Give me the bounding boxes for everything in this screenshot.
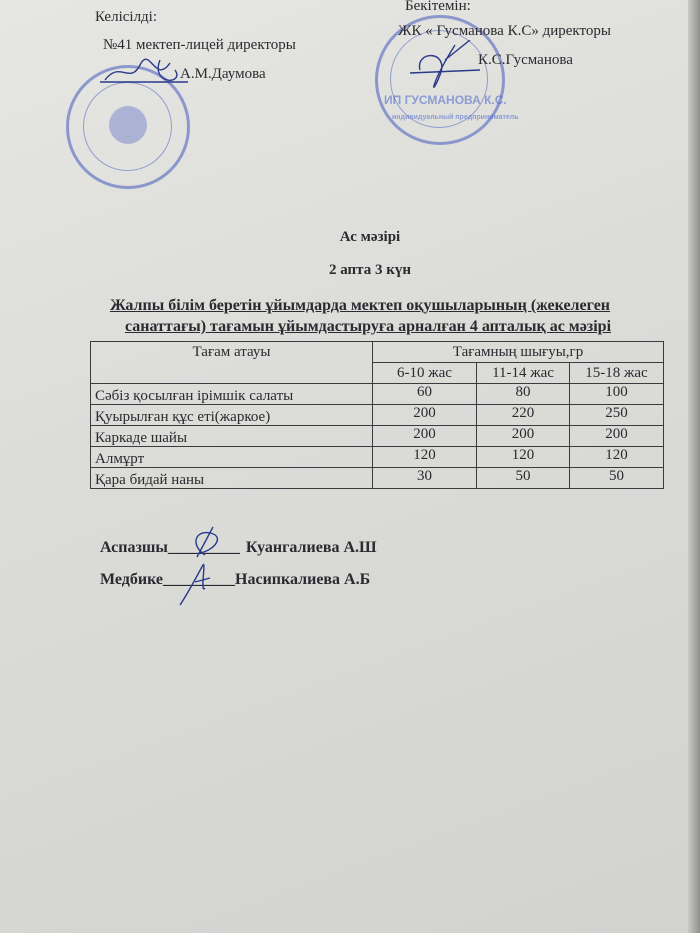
nurse-name: Насипкалиева А.Б	[235, 571, 371, 588]
dish-name: Каркаде шайы	[91, 426, 373, 447]
value: 120	[373, 447, 477, 468]
dish-name: Қуырылған құс еті(жаркое)	[91, 405, 373, 426]
nurse-line: _________	[163, 571, 236, 588]
header-dish-name: Тағам атауы	[91, 342, 373, 384]
table-row	[91, 447, 664, 468]
menu-heading-line1: Жалпы білім беретін ұйымдарда мектеп оқушыларының (жекелеген	[109, 297, 611, 314]
value: 250	[570, 405, 664, 426]
value: 80	[477, 384, 570, 405]
menu-title: Ас мәзірі	[339, 229, 401, 245]
table-row	[91, 384, 664, 405]
nurse-role: Медбике	[100, 571, 164, 588]
company-director-position: ЖК « Гусманова К.С» директоры	[398, 23, 611, 39]
stamp-text: ИП ГУСМАНОВА К.С.	[384, 93, 507, 107]
header-age-11-14: 11-14 жас	[477, 363, 570, 384]
page-edge-shadow	[688, 0, 700, 933]
value: 60	[373, 384, 477, 405]
value: 50	[477, 468, 570, 489]
table-row	[91, 426, 664, 447]
nurse-signature	[175, 560, 220, 610]
cook-role: Аспазшы	[100, 539, 168, 556]
table-row	[91, 468, 664, 489]
dish-name: Қара бидай наны	[91, 468, 373, 489]
value: 100	[570, 384, 664, 405]
company-director-name: К.С.Гусманова	[478, 52, 573, 68]
value: 120	[570, 447, 664, 468]
value: 120	[477, 447, 570, 468]
table-row	[91, 405, 664, 426]
agreed-label: Келісілді:	[95, 9, 158, 25]
approved-label: Бекітемін:	[405, 0, 471, 14]
value: 200	[570, 426, 664, 447]
value: 220	[477, 405, 570, 426]
menu-subtitle: 2 апта 3 күн	[328, 262, 412, 278]
stamp-subtext: индивидуальный предприниматель	[392, 114, 519, 121]
value: 200	[373, 426, 477, 447]
value: 200	[477, 426, 570, 447]
header-age-15-18: 15-18 жас	[570, 363, 664, 384]
cook-signature-line	[100, 539, 377, 557]
header-age-6-10: 6-10 жас	[373, 363, 477, 384]
nurse-signature-line	[100, 571, 370, 589]
company-director-signature	[410, 40, 485, 90]
school-director-position: №41 мектеп-лицей директоры	[103, 37, 296, 53]
menu-heading-line2: санаттағы) тағамын ұйымдастыруға арналған 4 апталық ас мәзірі	[124, 318, 612, 335]
value: 50	[570, 468, 664, 489]
header-yield: Тағамның шығуы,гр	[373, 342, 664, 363]
director-signature	[100, 55, 190, 90]
value: 30	[373, 468, 477, 489]
cook-name: Куангалиева А.Ш	[245, 539, 377, 556]
cook-line: _________	[167, 539, 240, 556]
cook-signature	[185, 525, 225, 560]
dish-name: Сәбіз қосылған ірімшік салаты	[91, 384, 373, 405]
school-director-name: А.М.Даумова	[180, 66, 266, 82]
menu-table	[90, 341, 664, 489]
value: 200	[373, 405, 477, 426]
dish-name: Алмұрт	[91, 447, 373, 468]
